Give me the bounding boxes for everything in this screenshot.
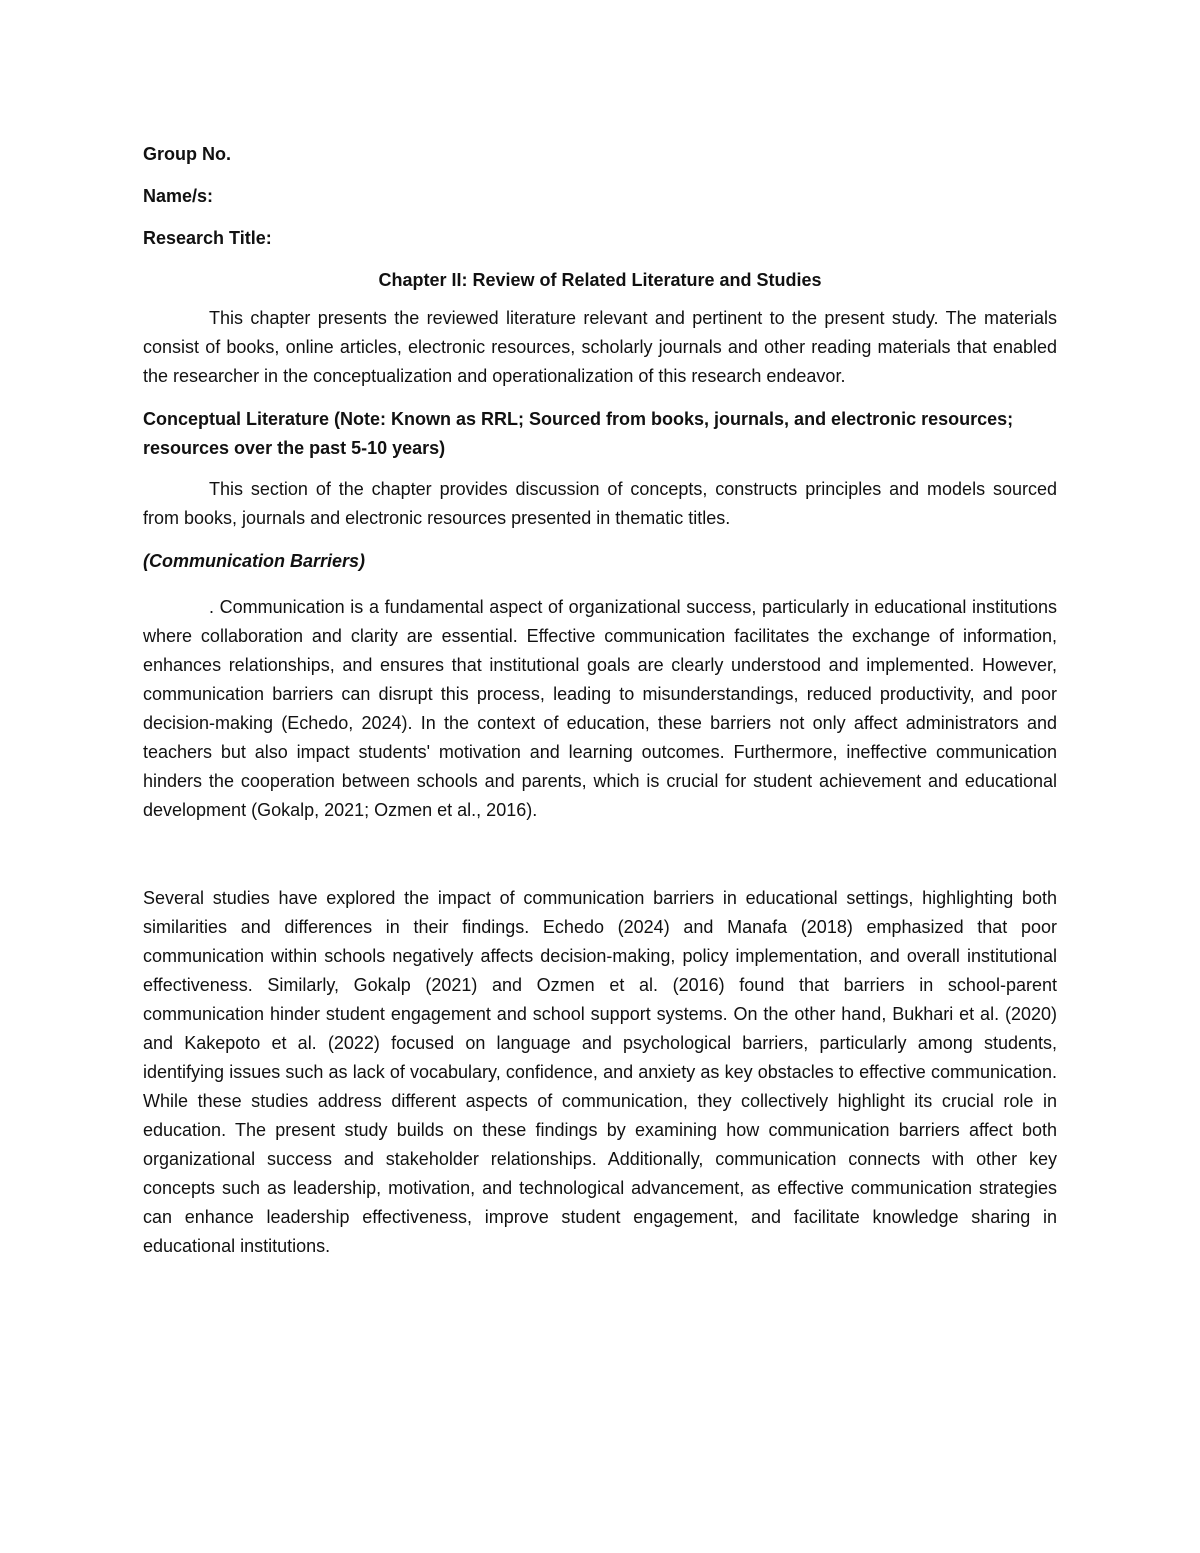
communication-barriers-paragraph-2: Several studies have explored the impact of communication barriers in educational settings, highlighting both similarities and differences in their findings. Echedo (2024) and Manafa (2018) emphasized that poor communication within schools negatively affects decision-making, policy implementation, and overall institutional effectiveness. Similarly, Gokalp (2021) and Ozmen et al. (2016) found that barriers in school-parent communication hinder student engagement and school support systems. On the other hand, Bukhari et al. (2020) and Kakepoto et al. (2022) focused on language and psychological barriers, particularly among students, identifying issues such as lack of vocabulary, confidence, and anxiety as key obstacles to effective communication. While these studies address different aspects of communication, they collectively highlight its crucial role in education. The present study builds on these findings by examining how communication barriers affect both organizational success and stakeholder relationships. Additionally, communication connects with other key concepts such as leadership, motivation, and technological advancement, as effective communication strategies can enhance leadership effectiveness, improve student engagement, and facilitate knowledge sharing in educational institutions. — [143, 888, 1057, 1256]
names-label: Name/s: — [143, 186, 214, 206]
communication-barriers-heading: (Communication Barriers) — [143, 551, 366, 571]
communication-barriers-paragraph-1: . Communication is a fundamental aspect of organizational success, particularly in educational institutions where collaboration and clarity are essential. Effective communication facilitates the exchange of information, enhances relationships, and ensures that institutional goals are clearly understood and implemented. However, communication barriers can disrupt this process, leading to misunderstandings, reduced productivity, and poor decision-making (Echedo, 2024). In the context of education, these barriers not only affect administrators and teachers but also impact students' motivation and learning outcomes. Furthermore, ineffective communication hinders the cooperation between schools and parents, which is crucial for student achievement and educational development (Gokalp, 2021; Ozmen et al., 2016). — [143, 597, 1057, 820]
conceptual-literature-paragraph: This section of the chapter provides discussion of concepts, constructs principles and models sourced from books, journals and electronic resources presented in thematic titles. — [143, 479, 1057, 528]
chapter-title: Chapter II: Review of Related Literature and Studies — [378, 270, 822, 290]
intro-paragraph: This chapter presents the reviewed literature relevant and pertinent to the present study. The materials consist of books, online articles, electronic resources, scholarly journals and other reading materials that enabled the researcher in the conceptualization and operationalization of this research endeavor. — [143, 308, 1057, 386]
research-title-label: Research Title: — [143, 228, 272, 248]
group-no-label: Group No. — [143, 144, 231, 164]
conceptual-literature-heading: Conceptual Literature (Note: Known as RRL; Sourced from books, journals, and electronic resources; resources over the past 5-10 years) — [143, 409, 1014, 458]
document-content — [143, 140, 1057, 1261]
